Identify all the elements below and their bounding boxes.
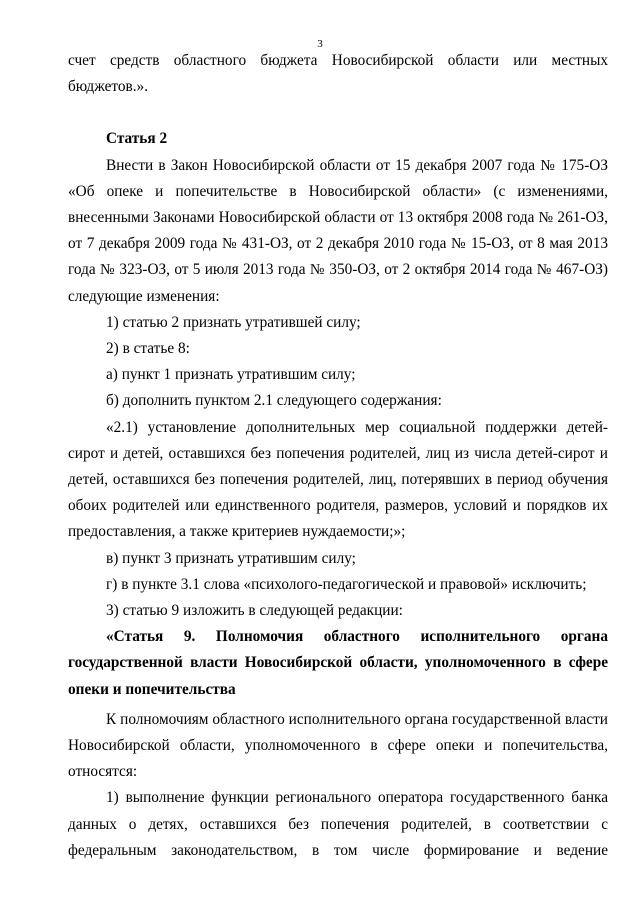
list-item: б) дополнить пунктом 2.1 следующего содержания: — [106, 392, 442, 410]
list-item: 1) выполнение функции регионального оператора государственного банка данных о детях, оставшихся без попечения родителей, в соответствии с федеральным законодательством, в том числе формирование и ведение — [68, 789, 608, 859]
list-item: 3) статью 9 изложить в следующей редакции: — [106, 602, 403, 620]
article-9-heading: «Статья 9. Полномочия областного исполнительного органа государственной власти Новосибирской области, уполномоченного в сфере опеки и попечительства — [68, 628, 608, 698]
quoted-clause-2-1: «2.1) установление дополнительных мер социальной поддержки детей-сирот и детей, оставшихся без попечения родителей, лиц из числа детей-сирот и детей, оставшихся без попечения родителей, лиц, потерявших в период обучения обоих родителей или единственного родителя, размеров, условий и порядков их предоставления, а также критериев нуждаемости;»; — [68, 418, 608, 541]
list-item: 2) в статье 8: — [106, 340, 190, 358]
article-2-heading: Статья 2 — [106, 130, 168, 148]
list-item: г) в пункте 3.1 слова «психолого-педагогической и правовой» исключить; — [106, 575, 587, 593]
paragraph-continuation: счет средств областного бюджета Новосибирской области или местных бюджетов.». — [68, 52, 608, 96]
paragraph-amendment-intro: Внести в Закон Новосибирской области от 15 декабря 2007 года № 175-ОЗ «Об опеке и попечительстве в Новосибирской области» (с изменениями, внесенными Законами Новосибирской области от 13 октября 2008 года № 261-ОЗ, от 7 декабря 2009 года № 431-ОЗ, от 2 декабря 2010 года № 15-ОЗ, от 8 мая 2013 года № 323-ОЗ, от 5 июля 2013 года № 350-ОЗ, от 2 октября 2014 года № 467-ОЗ) следующие изменения: — [68, 156, 608, 305]
list-item: в) пункт 3 признать утратившим силу; — [106, 549, 356, 567]
document-body — [68, 48, 608, 864]
list-item: а) пункт 1 признать утратившим силу; — [106, 366, 356, 384]
page-number: 3 — [317, 38, 323, 50]
paragraph-powers-intro: К полномочиям областного исполнительного органа государственной власти Новосибирской области, уполномоченного в сфере опеки и попечительства, относятся: — [68, 710, 608, 781]
list-item: 1) статью 2 признать утратившей силу; — [106, 313, 361, 331]
